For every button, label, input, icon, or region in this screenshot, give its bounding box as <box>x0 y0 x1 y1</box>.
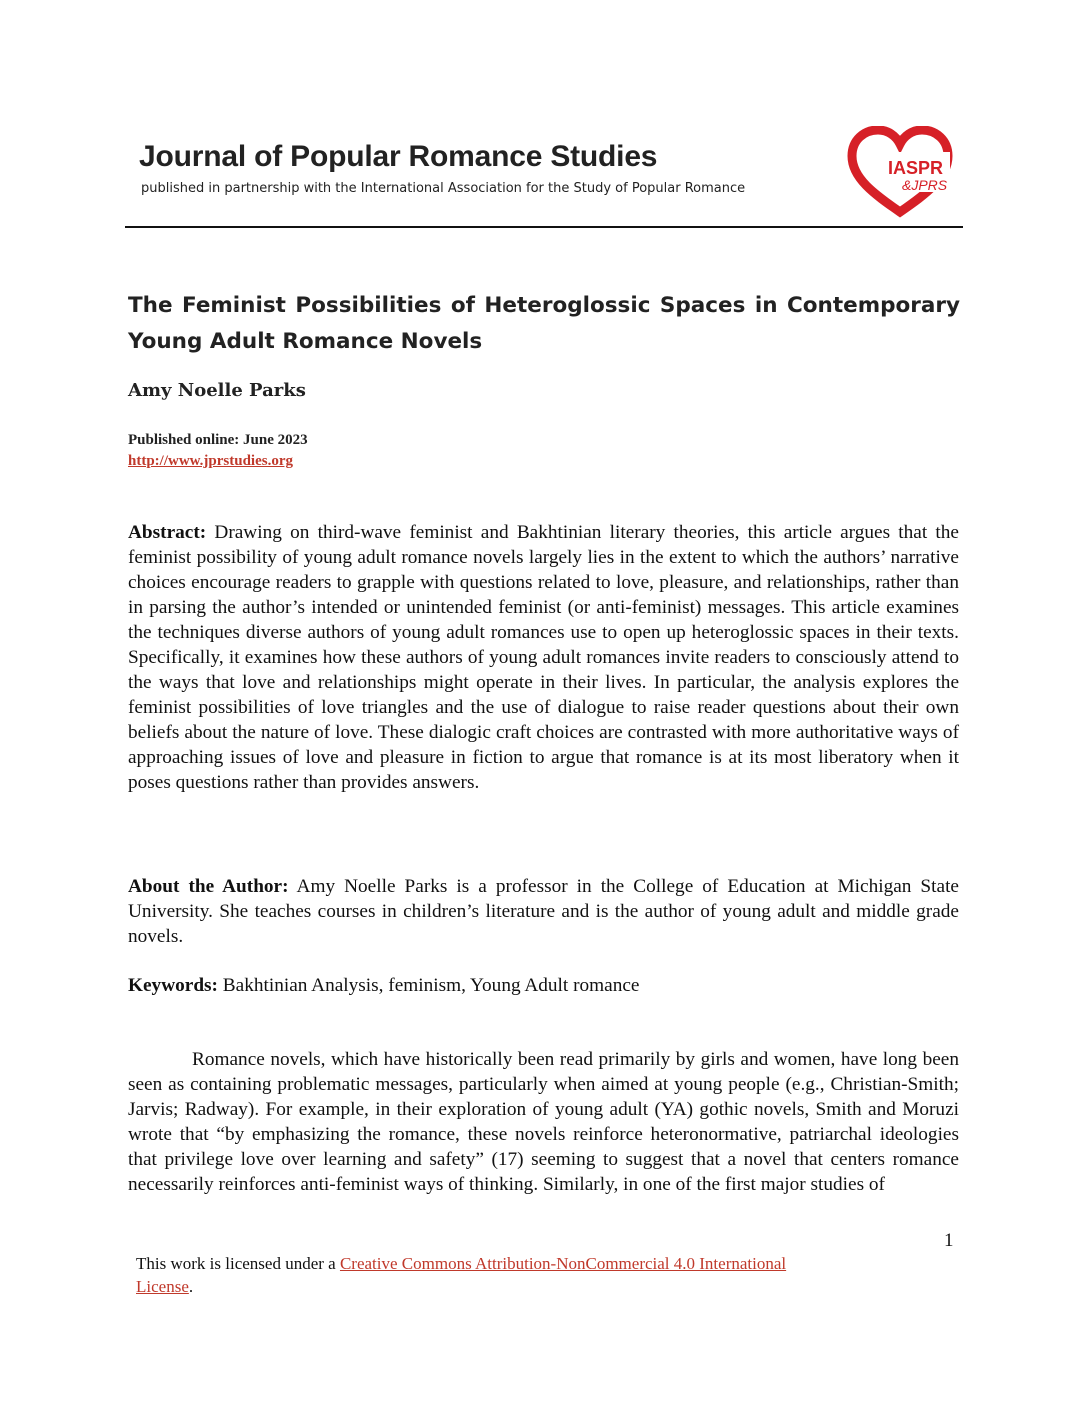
about-author-label: About the Author: <box>128 876 289 897</box>
journal-header <box>136 136 962 228</box>
publication-date: Published online: June 2023 <box>128 432 308 448</box>
header-divider <box>125 226 963 228</box>
keywords-text: Bakhtinian Analysis, feminism, Young Adult romance <box>222 975 640 996</box>
about-author-section <box>128 874 959 949</box>
abstract-section <box>128 520 959 795</box>
keywords-label: Keywords: <box>128 975 218 996</box>
logo-line2: &JPRS <box>902 177 948 193</box>
about-author-text: Amy Noelle Parks is a professor in the College of Education at Michigan State University. She teaches courses in children’s literature and is the author of young adult and middle grade novels. <box>128 876 959 947</box>
abstract-label: Abstract: <box>128 522 207 543</box>
license-suffix: . <box>188 1277 194 1296</box>
logo-line1: IASPR <box>888 158 944 178</box>
license-prefix: This work is licensed under a <box>136 1254 340 1273</box>
iaspr-heart-logo <box>844 126 954 218</box>
page-number: 1 <box>944 1230 954 1251</box>
journal-subtitle: published in partnership with the International Association for the Study of Popular Romance <box>141 181 746 196</box>
journal-url-link[interactable]: http://www.jprstudies.org <box>128 453 294 469</box>
license-notice <box>136 1252 836 1298</box>
journal-title: Journal of Popular Romance Studies <box>139 140 658 173</box>
body-paragraph: Romance novels, which have historically been read primarily by girls and women, have long been seen as containing problematic messages, particularly when aimed at young people (e.g., Christian-Smith; Jarvis; Radway). For example, in their exploration of young adult (YA) gothic novels, Smith and Moruzi wrote that “by emphasizing the romance, these novels reinforce heteronormative, patriarchal ideologies that privilege love over learning and safety” (17) seeming to suggest that a novel that centers romance necessarily reinforces anti-feminist ways of thinking. Similarly, in one of the first major studies of <box>128 1049 959 1195</box>
article-title: The Feminist Possibilities of Heteroglossic Spaces in Contemporary Young Adult Romance Novels <box>128 293 960 354</box>
article-author: Amy Noelle Parks <box>128 380 306 401</box>
keywords-section <box>128 973 959 998</box>
abstract-text: Drawing on third-wave feminist and Bakhtinian literary theories, this article argues that the feminist possibility of young adult romance novels largely lies in the extent to which the authors’ narrative choices encourage readers to grapple with questions related to love, pleasure, and relationships, rather than in parsing the author’s intended or unintended feminist (or anti-feminist) messages. This article examines the techniques diverse authors of young adult romances use to open up heteroglossic spaces in their texts. Specifically, it examines how these authors of young adult romances invite readers to consciously attend to the ways that love and relationships might operate in their lives. In particular, the analysis explores the feminist possibilities of love triangles and the use of dialogue to raise reader questions about their own beliefs about the nature of love. These dialogic craft choices are contrasted with more authoritative ways of approaching issues of love and pleasure in fiction to argue that romance is at its most liberatory when it poses questions rather than provides answers. <box>128 522 959 793</box>
license-link[interactable]: Creative Commons Attribution-NonCommercial 4.0 International License <box>136 1254 787 1296</box>
